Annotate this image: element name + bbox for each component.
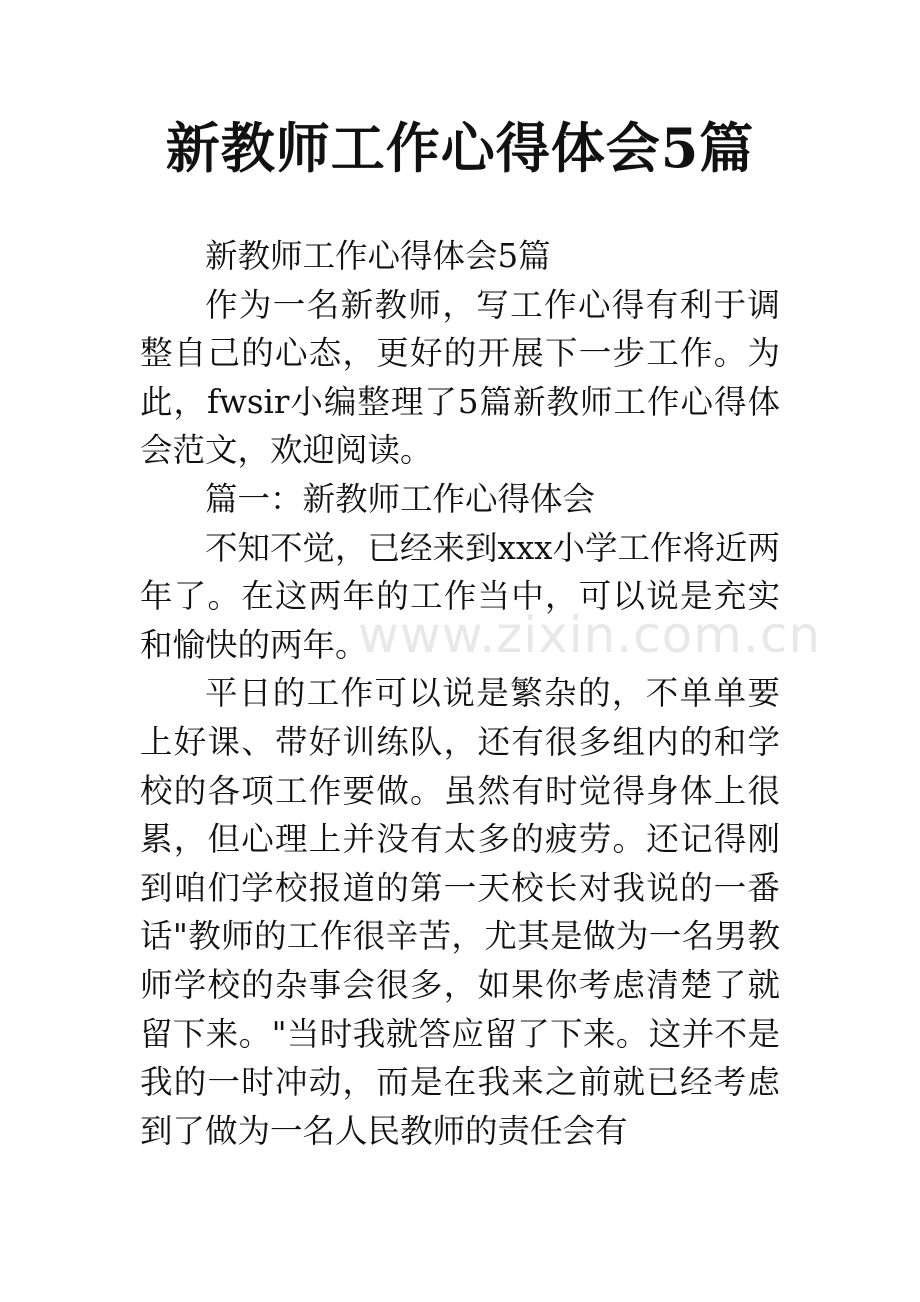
site-watermark: www.zixin.com.cn [358, 606, 822, 664]
document-title: 新教师工作心得体会5篇 [165, 116, 755, 180]
paragraph-body-1: 不知不觉，已经来到xxx小学工作将近两年了。在这两年的工作当中，可以说是充实和愉快的两年。 [140, 528, 780, 664]
paragraph-intro: 作为一名新教师，写工作心得有利于调整自己的心态，更好的开展下一步工作。为此，fwsir小编整理了5篇新教师工作心得体会范文，欢迎阅读。 [140, 285, 780, 470]
paragraph-body-2: 平日的工作可以说是繁杂的，不单单要上好课、带好训练队，还有很多组内的和学校的各项工作要做。虽然有时觉得身体上很累，但心理上并没有太多的疲劳。还记得刚到咱们学校报道的第一天校长对我说的一番话"教师的工作很辛苦，尤其是做为一名男教师学校的杂事会很多，如果你考虑清楚了就留下来。"当时我就答应留了下来。这并不是我的一时冲动，而是在我来之前就已经考虑到了做为一名人民教师的责任会有 [140, 674, 780, 1150]
paragraph-section-heading: 篇一：新教师工作心得体会 [205, 479, 596, 518]
document-body [140, 232, 780, 1155]
paragraph-subtitle: 新教师工作心得体会5篇 [205, 237, 551, 275]
